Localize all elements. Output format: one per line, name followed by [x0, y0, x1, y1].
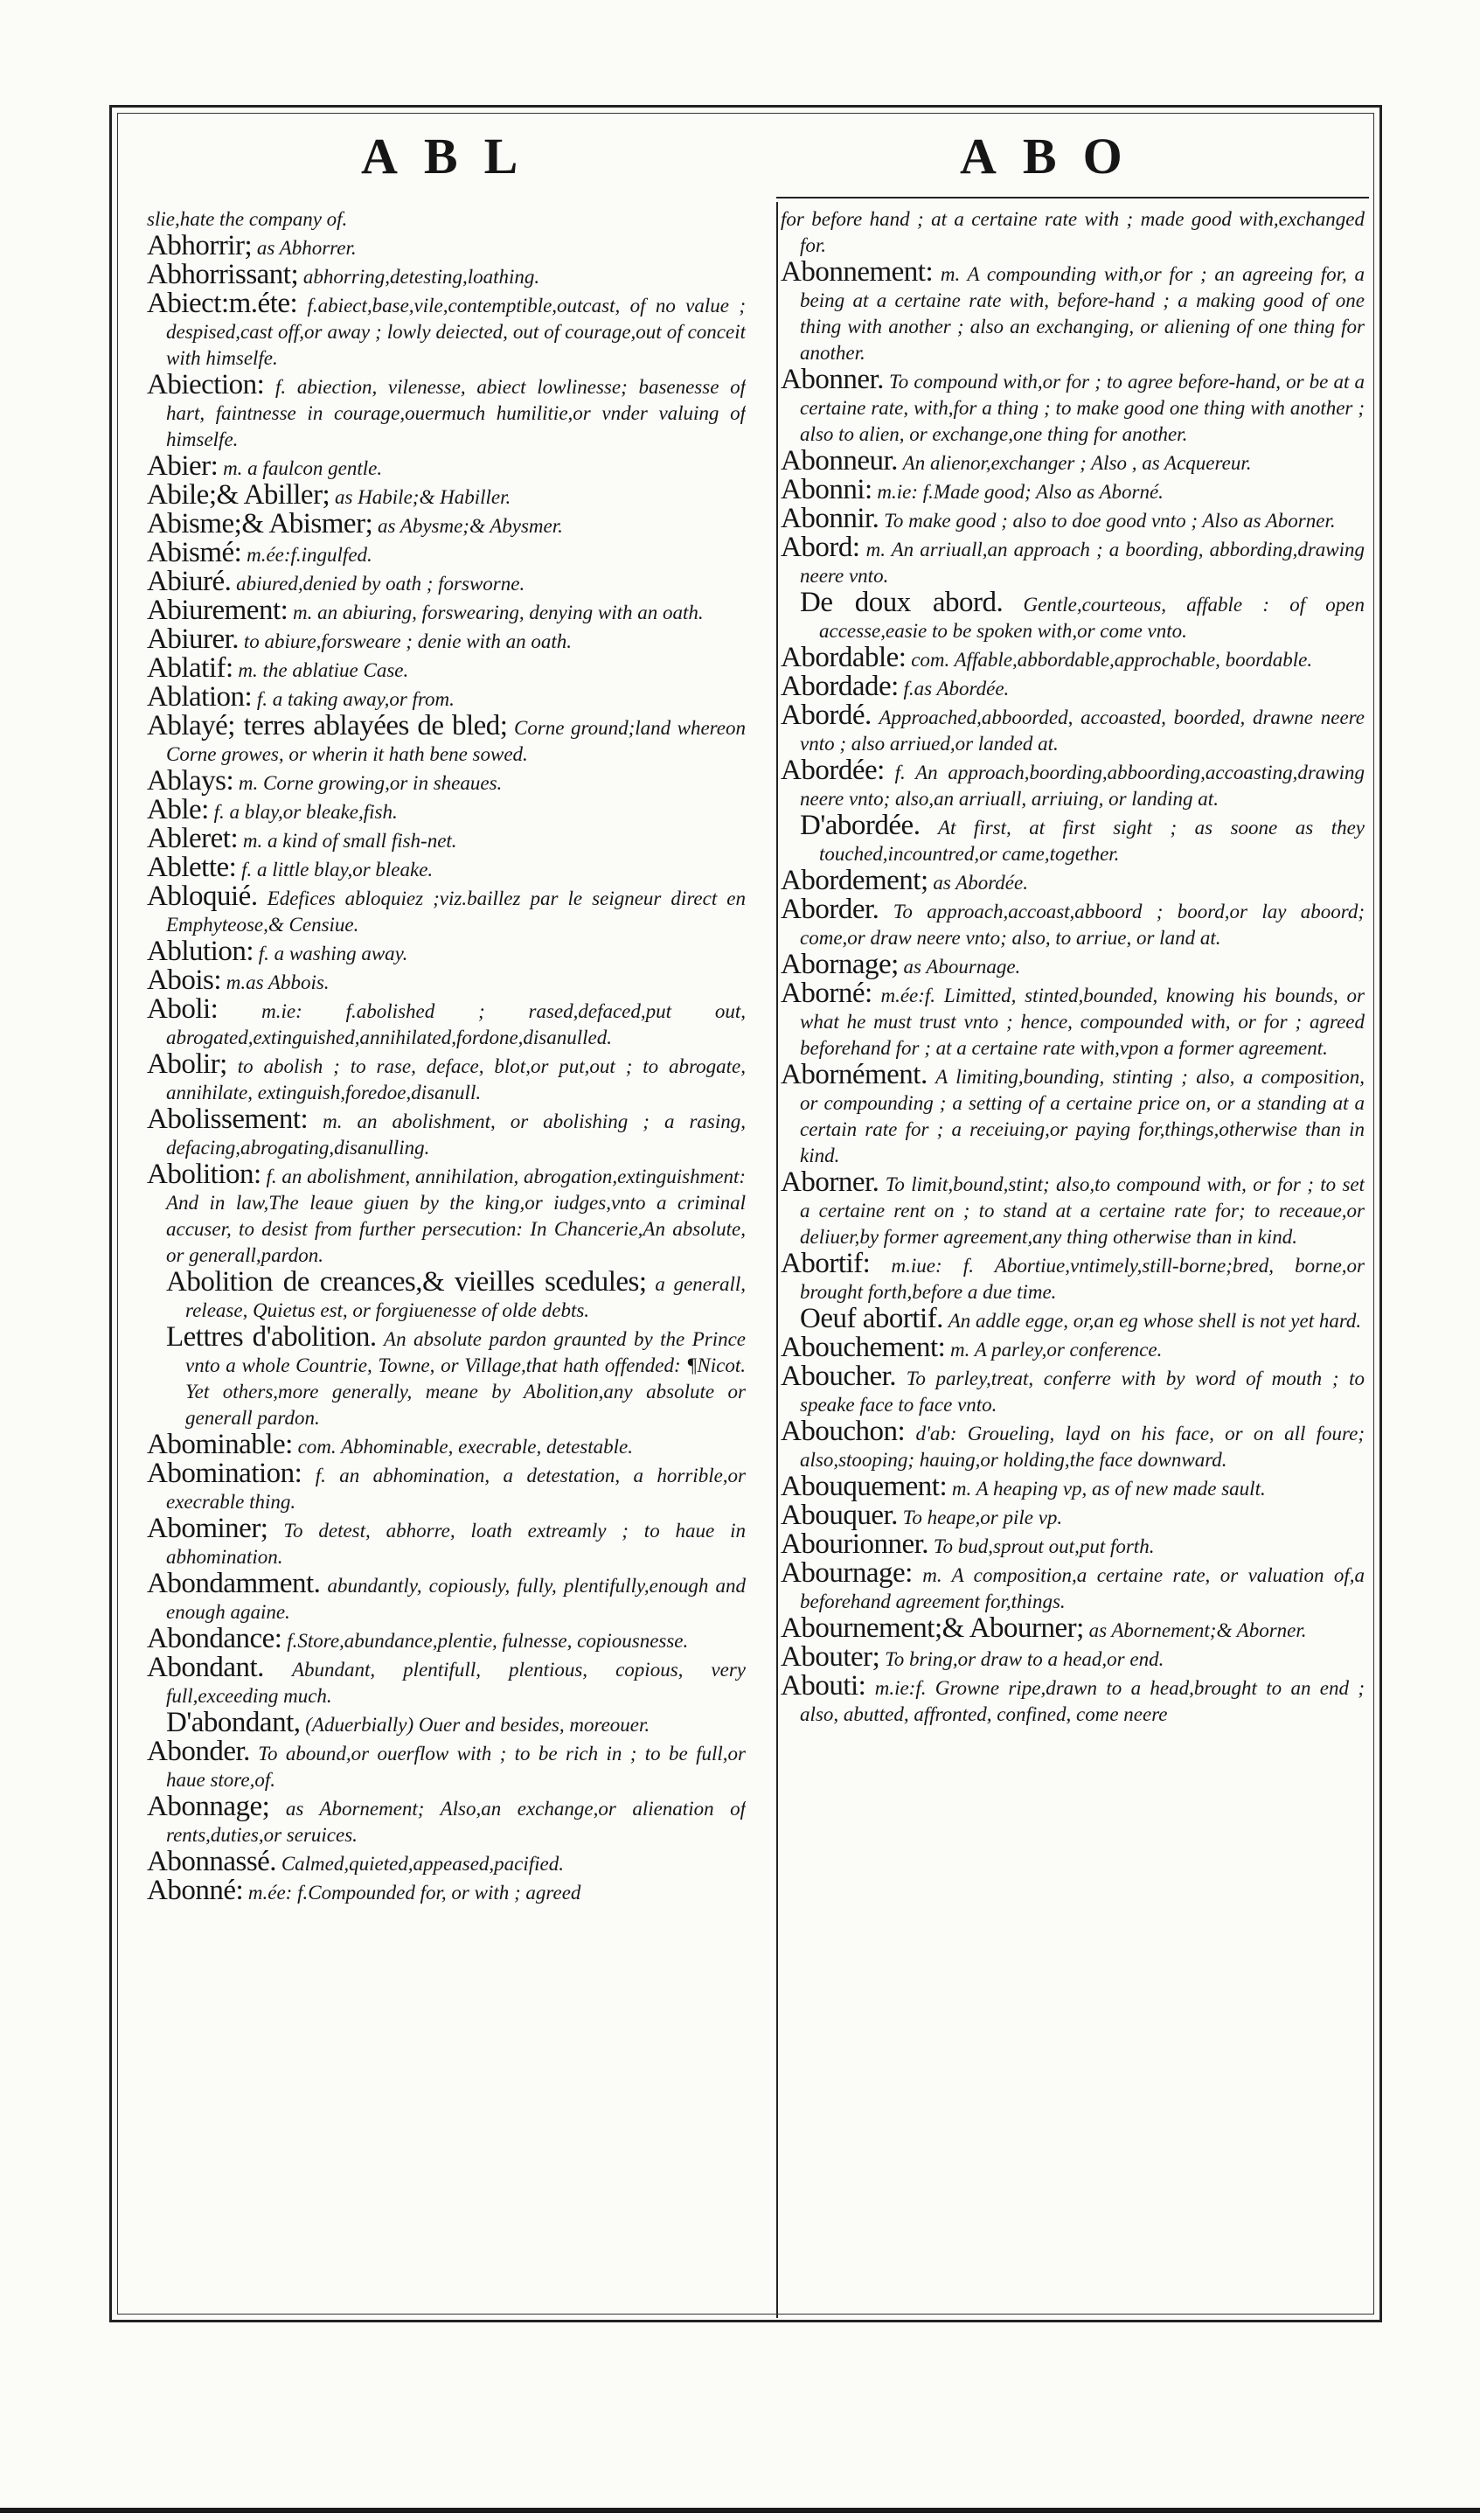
entry-gloss: f. An approach,boording,abboording,accoasting,drawing neere vnto; also,an arriuall, arriuing, or landing at.: [800, 762, 1365, 810]
entry-gloss: as Abournage.: [903, 956, 1021, 978]
entry-gloss: as Habile;& Habiller.: [334, 486, 511, 508]
entry-gloss: m.ée:f.ingulfed.: [247, 544, 372, 566]
dictionary-entry: [781, 534, 1365, 589]
entry-headword: Abiurer.: [147, 623, 240, 655]
entry-gloss: m.as Abbois.: [226, 971, 330, 993]
entry-gloss: f.abiect,base,vile,contemptible,outcast, of no value ; despised,cast off,or away ; lowly deiected, out of courage,out of conceit with himselfe.: [166, 295, 746, 369]
entry-gloss: To limit,bound,stint; also,to compound with, or for ; to set a certaine rent on ; to stand at a certaine rate for; to receaue,or deliuer,by former agreement,any thing otherwise than in kind.: [800, 1173, 1365, 1248]
entry-gloss: com. Abhominable, execrable, detestable.: [297, 1436, 633, 1458]
entry-gloss: m. A compounding with,or for ; an agreeing for, a being at a certaine rate with, before-hand ; a making good of one thing with another ; also an exchanging, or aliening of one thing for another.: [800, 263, 1365, 364]
entry-gloss: m.ie:f. Growne ripe,drawn to a head,brought to an end ; also, abutted, affronted, confined, come neere: [800, 1677, 1365, 1725]
entry-gloss: m.ée:f. Limitted, stinted,bounded, knowing his bounds, or what he must trust vnto ; hence, compounded with, or for ; agreed beforehand for ; at a certaine rate with,vpon a former agreement.: [800, 985, 1365, 1059]
entry-gloss: a generall, release, Quietus est, or forgiuenesse of olde debts.: [185, 1273, 746, 1321]
dictionary-entry: [781, 951, 1365, 980]
entry-headword: Abordé.: [781, 700, 872, 731]
dictionary-entry: [147, 1848, 746, 1877]
entry-gloss: Gentle,courteous, affable : of open accesse,easie to be spoken with,or come vnto.: [819, 594, 1365, 642]
dictionary-entry: [781, 1557, 1365, 1615]
entry-gloss: An absolute pardon graunted by the Prince vnto a whole Countrie, Towne, or Village,that hath offended: ¶Nicot. Yet others,more generally, meane by Abolition,any absolute or generall pardon.: [185, 1328, 746, 1429]
entry-gloss: as Abordée.: [933, 872, 1028, 894]
entry-gloss: com. Affable,abbordable,approchable, boordable.: [911, 649, 1313, 671]
entry-headword: D'abordée.: [800, 810, 921, 841]
dictionary-entry: [147, 825, 746, 854]
entry-headword: Abiect:m.éte:: [147, 288, 298, 319]
entry-headword: Abonnassé.: [147, 1846, 277, 1877]
entry-gloss: abhorring,detesting,loathing.: [302, 266, 540, 288]
dictionary-entry: [781, 1250, 1365, 1305]
entry-headword: Abolir;: [147, 1048, 227, 1080]
entry-gloss: m. the ablatiue Case.: [238, 659, 409, 681]
entry-gloss: Edefices abloquiez ;viz.baillez par le seigneur direct en Emphyteose,& Censiue.: [166, 888, 746, 936]
dictionary-entry: [147, 883, 746, 938]
dictionary-entry: [781, 1334, 1365, 1363]
dictionary-entry: [147, 1460, 746, 1515]
entry-gloss: to abolish ; to rase, deface, blot,or put,out ; to abrogate, annihilate, extinguish,foredoe,disanull.: [166, 1055, 746, 1103]
dictionary-entry: [781, 757, 1365, 812]
entry-gloss: An addle egge, or,an eg whose shell is not yet hard.: [948, 1310, 1362, 1332]
entry-headword: D'abondant,: [166, 1707, 301, 1738]
entry-gloss: At first, at first sight ; as soone as they touched,incountred,or came,together.: [819, 817, 1365, 865]
entry-headword: Ablation:: [147, 681, 253, 713]
entry-gloss: (Aduerbially) Ouer and besides, moreouer.: [305, 1714, 650, 1736]
entry-headword: Abouquement:: [781, 1471, 948, 1502]
entry-gloss: f. a washing away.: [258, 943, 408, 964]
entry-gloss: To bud,sprout out,put forth.: [933, 1535, 1155, 1557]
dictionary-entry: [781, 812, 1365, 867]
entry-gloss: f. a taking away,or from.: [256, 688, 455, 710]
dictionary-entry: [781, 980, 1365, 1062]
dictionary-entry: [781, 204, 1365, 259]
dictionary-entry: [147, 1431, 746, 1460]
dictionary-entry: [781, 1612, 1365, 1644]
entry-gloss: m.ée: f.Compounded for, or with ; agreed: [247, 1882, 581, 1904]
entry-headword: Oeuf abortif.: [800, 1303, 943, 1334]
dictionary-entry: [147, 710, 746, 768]
dictionary-entry: [781, 1166, 1365, 1250]
dictionary-entry: [781, 1670, 1365, 1728]
left-column: [147, 204, 746, 2311]
dictionary-entry: [147, 450, 746, 482]
entry-headword: Abhorrissant;: [147, 259, 299, 290]
entry-gloss: A limiting,bounding, stinting ; also, a composition, or compounding ; a setting of a certaine price on, or a standing at a certain rate for ; a receiuing,or paying for,things,otherwise than in kind.: [800, 1066, 1365, 1166]
entry-gloss: for before hand ; at a certaine rate with ; made good with,exchanged for.: [781, 208, 1365, 256]
entry-gloss: Approached,abboorded, accoasted, boorded, drawne neere vnto ; also arriued,or landed at.: [800, 707, 1365, 755]
entry-gloss: Corne ground;land whereon Corne growes, or wherin it hath bene sowed.: [166, 717, 746, 765]
dictionary-entry: [147, 508, 746, 540]
dictionary-entry: [147, 261, 746, 290]
dictionary-entry: [147, 204, 746, 233]
entry-headword: Abolition de creances,& vieilles scedules;: [166, 1266, 647, 1298]
entry-gloss: To detest, abhorre, loath extreamly ; to haue in abhomination.: [166, 1520, 746, 1568]
entry-headword: Aborner.: [781, 1166, 879, 1198]
entry-gloss: f.as Abordée.: [903, 678, 1010, 700]
entry-headword: Aborder.: [781, 894, 879, 925]
dictionary-entry: [147, 1654, 746, 1709]
entry-gloss: to abiure,forsweare ; denie with an oath.: [243, 630, 573, 652]
entry-gloss: To bring,or draw to a head,or end.: [885, 1648, 1164, 1670]
entry-gloss: as Abornement; Also,an exchange,or alienation of rents,duties,or seruices.: [166, 1798, 746, 1846]
entry-headword: Abomination:: [147, 1458, 302, 1489]
dictionary-entry: [781, 1528, 1365, 1560]
entry-gloss: m. Corne growing,or in sheaues.: [238, 772, 503, 794]
entry-headword: Abouchon:: [781, 1416, 906, 1447]
dictionary-entry: [781, 1305, 1365, 1334]
dictionary-entry: [781, 1059, 1365, 1169]
entry-headword: Abolition:: [147, 1159, 261, 1190]
dictionary-entry: [781, 1502, 1365, 1531]
entry-gloss: m.ie: f.Made good; Also as Aborné.: [877, 481, 1164, 503]
dictionary-entry: [147, 681, 746, 713]
dictionary-entry: [147, 652, 746, 684]
entry-headword: Aboucher.: [781, 1361, 897, 1392]
entry-headword: Abois:: [147, 964, 222, 996]
dictionary-entry: [147, 623, 746, 655]
entry-gloss: f. a little blay,or bleake.: [241, 859, 434, 881]
dictionary-entry: [781, 589, 1365, 644]
entry-headword: Abouti:: [781, 1670, 866, 1702]
entry-headword: Abonnement:: [781, 256, 934, 288]
dictionary-entry: [147, 1570, 746, 1625]
entry-headword: Abominer;: [147, 1513, 268, 1544]
entry-gloss: f. a blay,or bleake,fish.: [213, 801, 398, 823]
entry-gloss: m. an abiuring, forswearing, denying with an oath.: [293, 602, 704, 623]
entry-headword: Abhorrir;: [147, 230, 253, 261]
entry-headword: Abourionner.: [781, 1528, 929, 1560]
dictionary-entry: [781, 896, 1365, 951]
dictionary-entry: [781, 867, 1365, 896]
dictionary-entry: [781, 366, 1365, 448]
entry-headword: Abonneur.: [781, 445, 898, 477]
entry-headword: Abonnir.: [781, 503, 879, 534]
right-column: [781, 204, 1365, 2311]
entry-headword: Abordade:: [781, 671, 899, 702]
dictionary-entry: [781, 702, 1365, 757]
entry-headword: Abier:: [147, 450, 219, 482]
entry-gloss: m. A heaping vp, as of new made sault.: [951, 1478, 1266, 1500]
running-head-left: ABL: [361, 128, 545, 184]
dictionary-entry: [147, 964, 746, 996]
dictionary-entry: [781, 1641, 1365, 1673]
dictionary-entry: [147, 568, 746, 597]
dictionary-entry: [147, 765, 746, 797]
entry-headword: Ablette:: [147, 852, 237, 883]
entry-gloss: To approach,accoast,abboord ; boord,or lay aboord; come,or draw neere vnto; also, to arriue, or land at.: [800, 901, 1365, 949]
entry-headword: Abordement;: [781, 865, 928, 896]
entry-gloss: To parley,treat, conferre with by word of mouth ; to speake face to face vnto.: [800, 1368, 1365, 1416]
entry-headword: Abondamment.: [147, 1568, 321, 1599]
dictionary-entry: [147, 537, 746, 568]
entry-gloss: abiured,denied by oath ; forsworne.: [236, 573, 525, 595]
entry-gloss: To abound,or ouerflow with ; to be rich in ; to be full,or haue store,of.: [166, 1743, 746, 1791]
dictionary-entry: [781, 1473, 1365, 1502]
dictionary-entry: [147, 1161, 746, 1269]
entry-headword: Lettres d'abolition.: [166, 1321, 377, 1353]
entry-headword: Abornément.: [781, 1059, 928, 1090]
entry-headword: Abouquer.: [781, 1500, 898, 1531]
entry-gloss: f. an abhomination, a detestation, a horrible,or execrable thing.: [166, 1465, 746, 1513]
entry-headword: Able:: [147, 794, 209, 825]
entry-headword: Abominable:: [147, 1429, 293, 1460]
dictionary-entry: [781, 644, 1365, 673]
entry-gloss: m. A parley,or conference.: [950, 1339, 1163, 1361]
dictionary-entry: [147, 1738, 746, 1793]
dictionary-entry: [147, 854, 746, 883]
entry-gloss: as Abhorrer.: [256, 237, 357, 259]
dictionary-entry: [147, 597, 746, 626]
entry-headword: Ablays:: [147, 765, 234, 797]
dictionary-entry: [147, 938, 746, 967]
dictionary-entry: [147, 369, 746, 453]
dictionary-entry: [147, 1709, 746, 1738]
entry-gloss: To heape,or pile vp.: [902, 1507, 1063, 1528]
entry-headword: Abournement;& Abourner;: [781, 1612, 1084, 1644]
dictionary-entry: [781, 474, 1365, 505]
dictionary-entry: [147, 1877, 746, 1906]
dictionary-entry: [147, 993, 746, 1051]
entry-headword: Abloquié.: [147, 881, 258, 912]
entry-headword: Abouchement:: [781, 1332, 946, 1363]
dictionary-entry: [781, 445, 1365, 477]
column-divider: [776, 202, 778, 2318]
entry-headword: Abiurement:: [147, 595, 288, 626]
entry-gloss: slie,hate the company of.: [147, 208, 348, 230]
entry-headword: Abonné:: [147, 1875, 244, 1906]
entry-gloss: m. a kind of small fish-net.: [242, 830, 457, 852]
entry-headword: Abornage;: [781, 949, 899, 980]
entry-headword: De doux abord.: [800, 587, 1004, 618]
entry-gloss: Calmed,quieted,appeased,pacified.: [281, 1853, 565, 1875]
page-bottom-rule: [0, 2508, 1480, 2513]
dictionary-entry: [147, 1048, 746, 1106]
dictionary-entry: [781, 256, 1365, 366]
entry-headword: Aborné:: [781, 978, 872, 1009]
dictionary-entry: [147, 1321, 746, 1431]
entry-headword: Abiuré.: [147, 566, 232, 597]
dictionary-entry: [147, 1793, 746, 1848]
dictionary-entry: [147, 1266, 746, 1324]
entry-gloss: f. an abolishment, annihilation, abrogation,extinguishment: And in law,The leaue giuen by the king,or iudges,vnto a criminal accuser, to desist from further persecution: In Chancerie,An absolute, or generall,pardon.: [166, 1166, 746, 1266]
header-rule: [776, 197, 1369, 198]
page-frame: [109, 105, 1382, 2322]
entry-headword: Abonder.: [147, 1736, 250, 1767]
entry-headword: Abondant.: [147, 1652, 264, 1683]
entry-gloss: m.iue: f. Abortiue,vntimely,still-borne;bred, borne,or brought forth,before a due time.: [800, 1255, 1365, 1303]
entry-headword: Abonni:: [781, 474, 872, 505]
entry-headword: Abile;& Abiller;: [147, 479, 330, 511]
entry-headword: Abordable:: [781, 642, 907, 673]
entry-headword: Abondance:: [147, 1623, 282, 1654]
entry-headword: Aboli:: [147, 993, 219, 1025]
entry-headword: Abonnage;: [147, 1791, 270, 1822]
dictionary-entry: [781, 673, 1365, 702]
entry-headword: Abismé:: [147, 537, 242, 568]
dictionary-entry: [147, 794, 746, 825]
entry-gloss: m. An arriuall,an approach ; a boording, abbording,drawing neere vnto.: [800, 539, 1365, 587]
entry-headword: Abouter;: [781, 1641, 880, 1673]
entry-gloss: m. a faulcon gentle.: [223, 457, 383, 479]
entry-gloss: f. abiection, vilenesse, abiect lowlinesse; basenesse of hart, faintnesse in courage,ouermuch humilitie,or vnder valuing of himselfe.: [166, 376, 746, 450]
entry-gloss: f.Store,abundance,plentie, fulnesse, copiousnesse.: [287, 1630, 689, 1652]
dictionary-entry: [781, 1363, 1365, 1418]
entry-gloss: abundantly, copiously, fully, plentifully,enough and enough againe.: [166, 1575, 746, 1623]
entry-headword: Abonner.: [781, 364, 884, 395]
entry-headword: Ablatif:: [147, 652, 233, 684]
entry-headword: Abordée:: [781, 755, 885, 786]
entry-headword: Abisme;& Abismer;: [147, 508, 373, 540]
entry-gloss: To compound with,or for ; to agree before-hand, or be at a certaine rate, with,for a thing ; to make good one thing with another ; also to alien, or exchange,one thing for another.: [800, 371, 1365, 445]
entry-gloss: as Abornement;& Aborner.: [1088, 1619, 1307, 1641]
entry-headword: Ablayé; terres ablayées de bled;: [147, 710, 508, 741]
dictionary-entry: [147, 479, 746, 511]
dictionary-entry: [147, 230, 746, 261]
entry-gloss: d'ab: Groueling, layd on his face, or on all foure; also,stooping; hauing,or holding,the face downward.: [800, 1423, 1365, 1471]
entry-gloss: as Abysme;& Abysmer.: [378, 515, 563, 537]
entry-gloss: Abundant, plentifull, plentious, copious, very full,exceeding much.: [166, 1659, 746, 1707]
entry-headword: Abord:: [781, 532, 860, 563]
dictionary-entry: [781, 1418, 1365, 1473]
entry-headword: Abortif:: [781, 1248, 871, 1279]
dictionary-entry: [147, 1515, 746, 1570]
entry-gloss: m. an abolishment, or abolishing ; a rasing, defacing,abrogating,disanulling.: [166, 1110, 746, 1159]
entry-gloss: To make good ; also to doe good vnto ; Also as Aborner.: [884, 510, 1336, 532]
dictionary-entry: [147, 1625, 746, 1654]
entry-headword: Abolissement:: [147, 1103, 309, 1135]
entry-headword: Abournage:: [781, 1557, 913, 1589]
dictionary-entry: [147, 290, 746, 372]
entry-headword: Ableret:: [147, 823, 239, 854]
entry-gloss: m. A composition,a certaine rate, or valuation of,a beforehand agreement for,things.: [800, 1564, 1365, 1612]
entry-headword: Ablution:: [147, 936, 254, 967]
entry-headword: Abiection:: [147, 369, 265, 400]
entry-gloss: m.ie: f.abolished ; rased,defaced,put out, abrogated,extinguished,annihilated,fordone,disanulled.: [166, 1000, 746, 1048]
dictionary-entry: [781, 505, 1365, 534]
running-head-right: ABO: [960, 128, 1149, 184]
dictionary-entry: [147, 1103, 746, 1161]
entry-gloss: An alienor,exchanger ; Also , as Acquereur.: [902, 452, 1252, 474]
